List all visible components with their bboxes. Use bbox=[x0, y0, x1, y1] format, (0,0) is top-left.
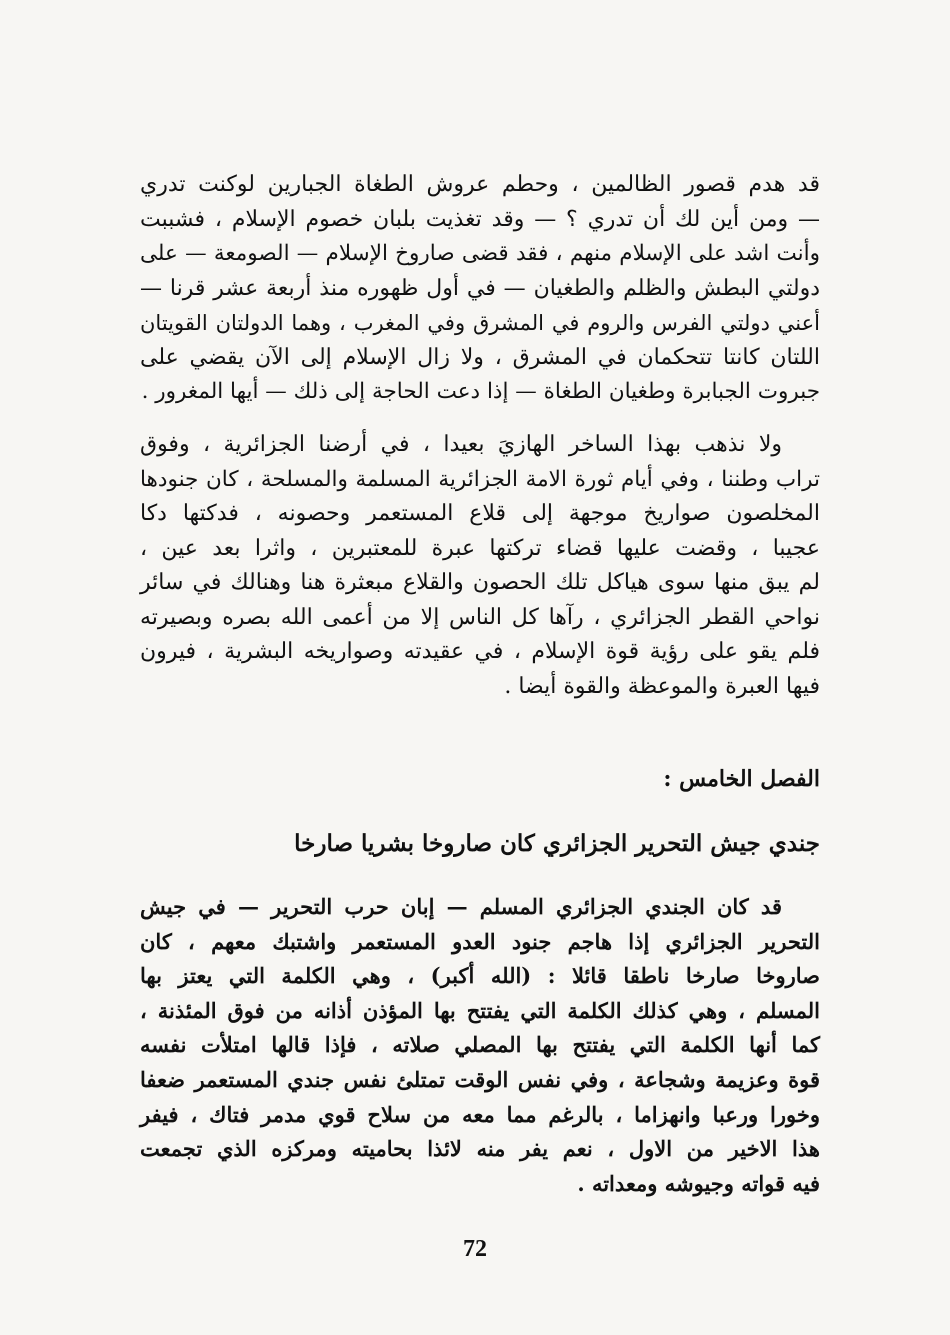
text-line: فيها العبرة والموعظة والقوة أيضا . bbox=[504, 673, 820, 699]
text-line: أعني دولتي الفرس والروم في المشرق وفي المغرب ، وهما الدولتان القويتان bbox=[140, 311, 820, 335]
text-line: هذا الاخير من الاول ، نعم يفر منه لائذا بحاميته ومركزه الذي تجمعت bbox=[140, 1136, 820, 1162]
text-line: — ومن أين لك أن تدري ؟ — وقد تغذيت بلبان خصوم الإسلام ، فشببت bbox=[140, 206, 820, 232]
text-line: فلم يقو على رؤية قوة الإسلام ، في عقيدته وصواريخه البشرية ، فيرون bbox=[140, 639, 820, 664]
paragraph-text bbox=[140, 890, 820, 1201]
text-line: نواحي القطر الجزائري ، رآها كل الناس إلا من أعمى الله بصره وبصيرته bbox=[140, 604, 820, 630]
text-line: اللتان كانتا تتحكمان في المشرق ، ولا زال الإسلام إلى الآن يقضي على bbox=[140, 344, 820, 370]
paragraph-3 bbox=[140, 890, 820, 1201]
text-line: ولا نذهب بهذا الساخر الهازيَ بعيدا ، في أرضنا الجزائرية ، وفوق bbox=[140, 432, 782, 457]
text-line: كما أنها الكلمة التي يفتتح بها المصلي صلاته ، فإذا قالها امتلأت نفسه bbox=[140, 1032, 820, 1058]
text-line: المسلم ، وهي كذلك الكلمة التي يفتتح بها المؤذن أذانه من فوق المئذنة ، bbox=[140, 997, 820, 1023]
text-line: تراب وطننا ، وفي أيام ثورة الامة الجزائرية المسلمة والمسلحة ، كان جنودها bbox=[140, 466, 820, 492]
text-line: لم يبق منها سوى هياكل تلك الحصون والقلاع مبعثرة هنا وهنالك في سائر bbox=[140, 570, 820, 595]
text-line: المخلصون صواريخ موجهة إلى قلاع المستعمر وحصونه ، فدكتها دكا bbox=[140, 501, 820, 526]
text-line: وخورا ورعبا وانهزاما ، بالرغم مما معه من سلاح قوي مدمر فتاك ، فيفر bbox=[140, 1101, 820, 1127]
paragraph-text bbox=[140, 168, 820, 410]
chapter-title: جندي جيش التحرير الجزائري كان صاروخا بشريا صارخا bbox=[294, 830, 820, 857]
paragraph-2 bbox=[140, 428, 820, 704]
text-line: وأنت اشد على الإسلام منهم ، فقد قضى صاروخ الإسلام — الصومعة — على bbox=[140, 241, 820, 266]
chapter-label: الفصل الخامس : bbox=[663, 766, 820, 792]
text-line: عجيبا ، وقضت عليها قضاء تركتها عبرة للمعتبرين ، واثرا بعد عين ، bbox=[140, 535, 820, 561]
text-line: دولتي البطش والظلم والطغيان — في أول ظهوره منذ أربعة عشر قرنا — bbox=[140, 275, 820, 301]
text-line: قد هدم قصور الظالمين ، وحطم عروش الطغاة الجبارين لوكنت تدري bbox=[140, 172, 820, 197]
page-number: 72 bbox=[463, 1236, 487, 1262]
text-line: قد كان الجندي الجزائري المسلم — إبان حرب التحرير — في جيش bbox=[140, 894, 782, 919]
text-line: جبروت الجبابرة وطغيان الطغاة — إذا دعت الحاجة إلى ذلك — أيها المغرور . bbox=[141, 379, 820, 404]
text-line: صاروخا صارخا ناطقا قائلا : (الله أكبر) ، وهي الكلمة التي يعتز بها bbox=[140, 963, 820, 989]
paragraph-1 bbox=[140, 168, 820, 410]
text-line: فيه قواته وجيوشه ومعداته . bbox=[577, 1170, 820, 1196]
paragraph-text bbox=[140, 428, 820, 704]
text-line: قوة وعزيمة وشجاعة ، وفي نفس الوقت تمتلئ نفس جندي المستعمر ضعفا bbox=[140, 1066, 820, 1092]
text-line: التحرير الجزائري إذا هاجم جنود العدو المستعمر واشتبك معهم ، كان bbox=[140, 928, 820, 954]
